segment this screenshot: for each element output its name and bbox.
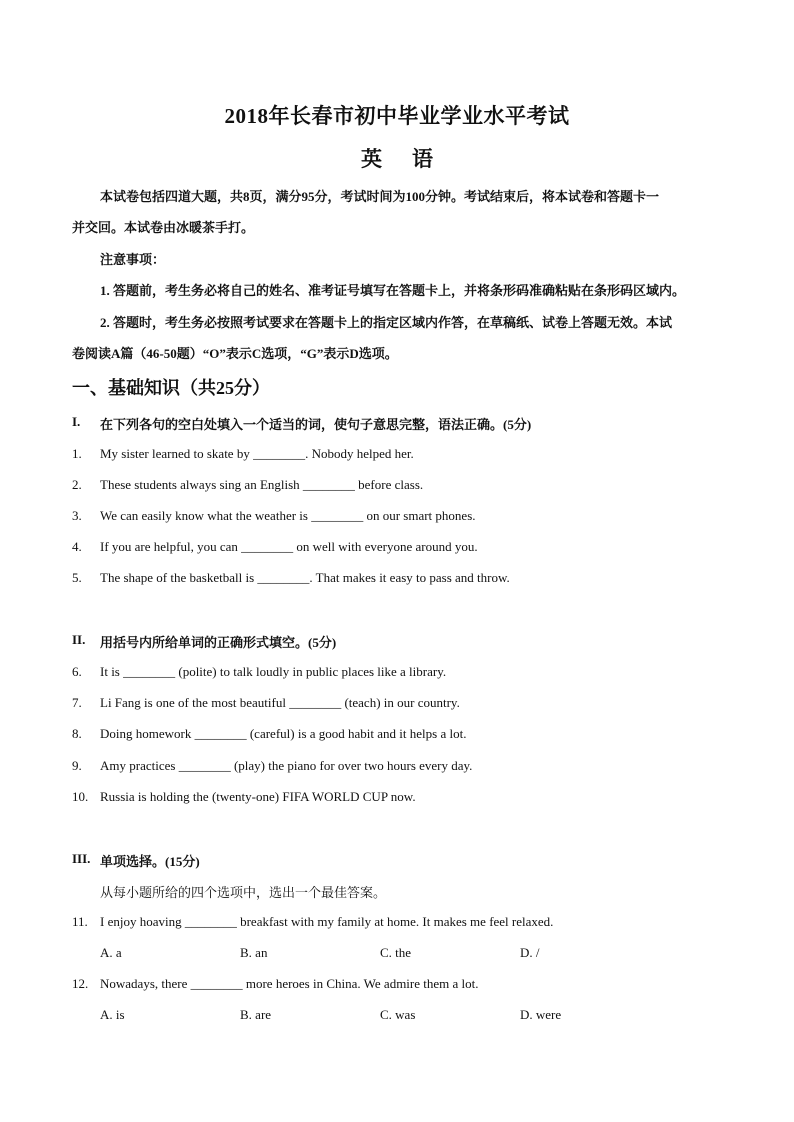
- part-instruction: 单项选择。(15分): [100, 854, 200, 869]
- notice-title: 注意事项：: [100, 252, 166, 267]
- question-text: It is ________ (polite) to talk loudly in public places like a library.: [100, 664, 447, 679]
- question-text: Russia is holding the (twenty-one) FIFA WORLD CUP now.: [100, 789, 416, 804]
- question-text: Amy practices ________ (play) the piano for over two hours every day.: [100, 758, 473, 773]
- part-numeral: II.: [72, 632, 86, 647]
- question-text: I enjoy hoaving ________ breakfast with my family at home. It makes me feel relaxed.: [100, 914, 554, 929]
- part-numeral: III.: [72, 851, 91, 866]
- question-text: We can easily know what the weather is ________ on our smart phones.: [100, 508, 476, 523]
- option-b: B. are: [240, 1007, 272, 1022]
- intro-line-1: 本试卷包括四道大题，共8页，满分95分，考试时间为100分钟。考试结束后，将本试卷和答题卡一: [100, 189, 660, 204]
- part-instruction: 用括号内所给单词的正确形式填空。(5分): [100, 635, 337, 650]
- intro-line-2: 并交回。本试卷由冰暖茶手打。: [72, 220, 255, 235]
- notice-item-1: 1. 答题前，考生务必将自己的姓名、准考证号填写在答题卡上，并将条形码准确粘贴在条形码区域内。: [100, 283, 686, 298]
- notice-item-2: 2. 答题时，考生务必按照考试要求在答题卡上的指定区域内作答，在草稿纸、试卷上答题无效。本试: [100, 315, 673, 330]
- question-number: 11.: [72, 914, 88, 929]
- subject-title: 英语: [361, 147, 463, 171]
- question-text: My sister learned to skate by ________. Nobody helped her.: [100, 446, 414, 461]
- exam-title: 2018年长春市初中毕业学业水平考试: [224, 104, 570, 128]
- question-number: 4.: [72, 539, 82, 554]
- option-a: A. is: [100, 1007, 125, 1022]
- question-number: 6.: [72, 664, 82, 679]
- question-number: 1.: [72, 446, 82, 461]
- part-subinstruction: 从每小题所给的四个选项中，选出一个最佳答案。: [100, 885, 387, 900]
- question-text: These students always sing an English ________ before class.: [100, 477, 424, 492]
- question-number: 8.: [72, 726, 82, 741]
- option-a: A. a: [100, 945, 122, 960]
- question-text: Doing homework ________ (careful) is a good habit and it helps a lot.: [100, 726, 467, 741]
- question-number: 3.: [72, 508, 82, 523]
- question-text: If you are helpful, you can ________ on well with everyone around you.: [100, 539, 478, 554]
- question-number: 10.: [72, 789, 89, 804]
- question-number: 12.: [72, 976, 89, 991]
- option-d: D. /: [520, 945, 540, 960]
- question-text: Li Fang is one of the most beautiful ________ (teach) in our country.: [100, 695, 460, 710]
- question-number: 2.: [72, 477, 82, 492]
- part-instruction: 在下列各句的空白处填入一个适当的词，使句子意思完整，语法正确。(5分): [100, 417, 532, 432]
- section-title: 一、基础知识（共25分）: [72, 378, 270, 398]
- part-numeral: I.: [72, 414, 81, 429]
- question-number: 9.: [72, 758, 82, 773]
- question-text: The shape of the basketball is ________. That makes it easy to pass and throw.: [100, 570, 510, 585]
- option-c: C. was: [380, 1007, 416, 1022]
- option-c: C. the: [380, 945, 412, 960]
- question-number: 7.: [72, 695, 82, 710]
- option-b: B. an: [240, 945, 268, 960]
- notice-item-2-cont: 卷阅读A篇（46-50题）“O”表示C选项，“G”表示D选项。: [72, 346, 398, 361]
- option-d: D. were: [520, 1007, 562, 1022]
- question-text: Nowadays, there ________ more heroes in China. We admire them a lot.: [100, 976, 479, 991]
- question-number: 5.: [72, 570, 82, 585]
